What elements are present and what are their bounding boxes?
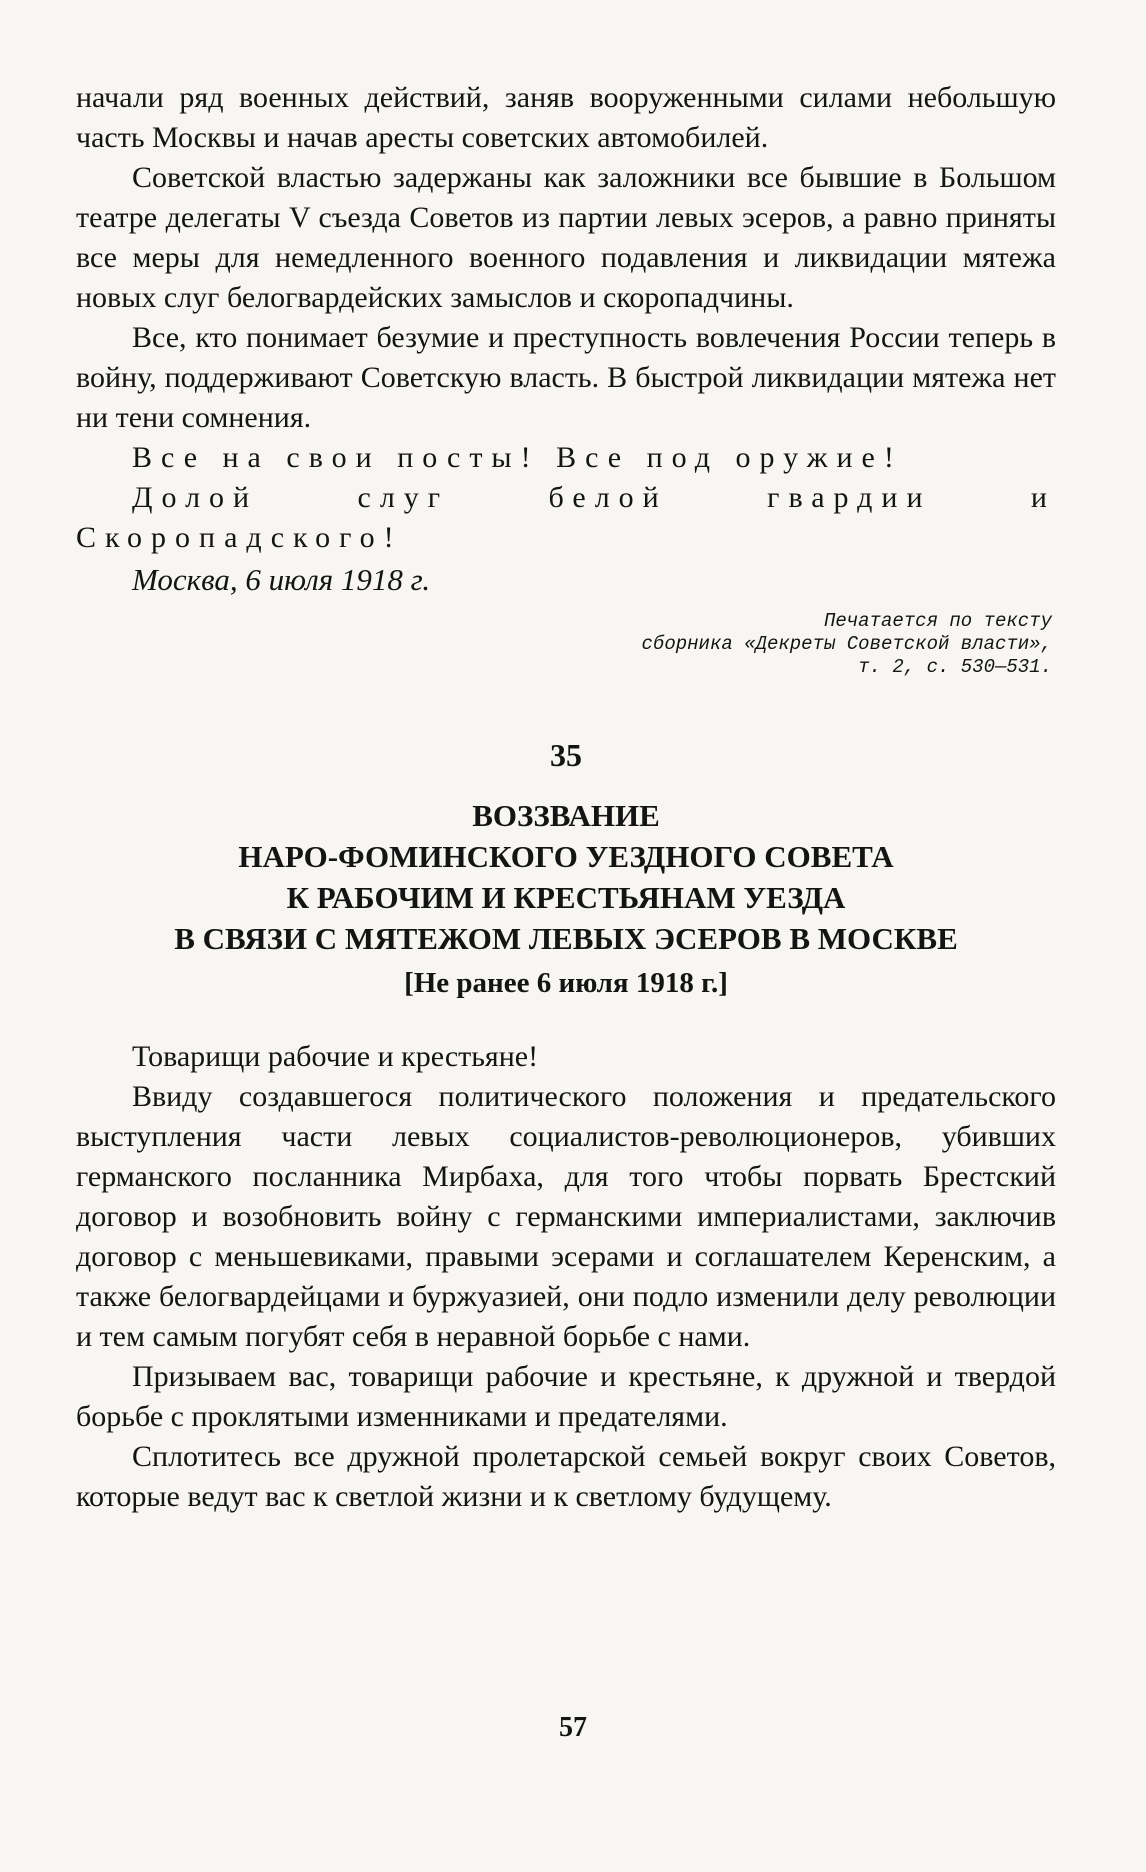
source-note bbox=[76, 610, 1056, 679]
paragraph: Советской властью задержаны как заложники все бывшие в Большом театре делегаты V съезда Советов из партии левых эсеров, а равно приняты все меры для немедленного военного подавления и ликвидации мятежа новых слуг белогвардейских замыслов и скоропадчины. bbox=[76, 161, 1056, 314]
title-line: НАРО-ФОМИНСКОГО УЕЗДНОГО СОВЕТА bbox=[238, 839, 894, 874]
document-35 bbox=[76, 735, 1056, 1517]
title-line: ВОЗЗВАНИЕ bbox=[472, 798, 660, 833]
document-date: [Не ранее 6 июля 1918 г.] bbox=[404, 967, 728, 999]
paragraph: Ввиду создавшегося политического положения и предательского выступления части левых социалистов-революционеров, убивших германского посланника Мирбаха, для того чтобы порвать Брестский договор и возобновить войну с германскими империалистами, заключив договор с меньшевиками, правыми эсерами и соглашателем Керенским, а также белогвардейцами и буржуазией, они подло изменили делу революции и тем самым погубят себя в неравной борьбе с нами. bbox=[76, 1080, 1056, 1353]
paragraph: начали ряд военных действий, заняв вооруженными силами небольшую часть Москвы и начав аресты советских автомобилей. bbox=[76, 81, 1056, 154]
document-number: 35 bbox=[550, 737, 582, 773]
paragraph: Сплотитесь все дружной пролетарской семьей вокруг своих Советов, которые ведут вас к светлой жизни и к светлому будущему. bbox=[76, 1440, 1056, 1513]
call-to-arms: Все на свои посты! Все под оружие! bbox=[132, 441, 903, 474]
paragraph: Призываем вас, товарищи рабочие и крестьяне, к дружной и твердой борьбе с проклятыми изменниками и предателями. bbox=[76, 1360, 1056, 1433]
source-note-line: Печатается по тексту bbox=[823, 610, 1052, 632]
previous-document-ending bbox=[76, 78, 1056, 679]
source-note-line: сборника «Декреты Советской власти», bbox=[641, 633, 1052, 655]
call-to-arms: Долой слуг белой гвардии и Скоропадского! bbox=[76, 481, 1056, 554]
document-title bbox=[76, 795, 1056, 959]
title-line: В СВЯЗИ С МЯТЕЖОМ ЛЕВЫХ ЭСЕРОВ В МОСКВЕ bbox=[174, 921, 958, 956]
source-note-line: т. 2, с. 530—531. bbox=[858, 656, 1052, 678]
page-number: 57 bbox=[559, 1712, 587, 1743]
greeting: Товарищи рабочие и крестьяне! bbox=[132, 1040, 539, 1073]
title-line: К РАБОЧИМ И КРЕСТЬЯНАМ УЕЗДА bbox=[286, 880, 846, 915]
paragraph: Все, кто понимает безумие и преступность вовлечения России теперь в войну, поддерживают Советскую власть. В быстрой ликвидации мятежа нет ни тени сомнения. bbox=[76, 321, 1056, 434]
place-date-signoff: Москва, 6 июля 1918 г. bbox=[132, 562, 431, 597]
